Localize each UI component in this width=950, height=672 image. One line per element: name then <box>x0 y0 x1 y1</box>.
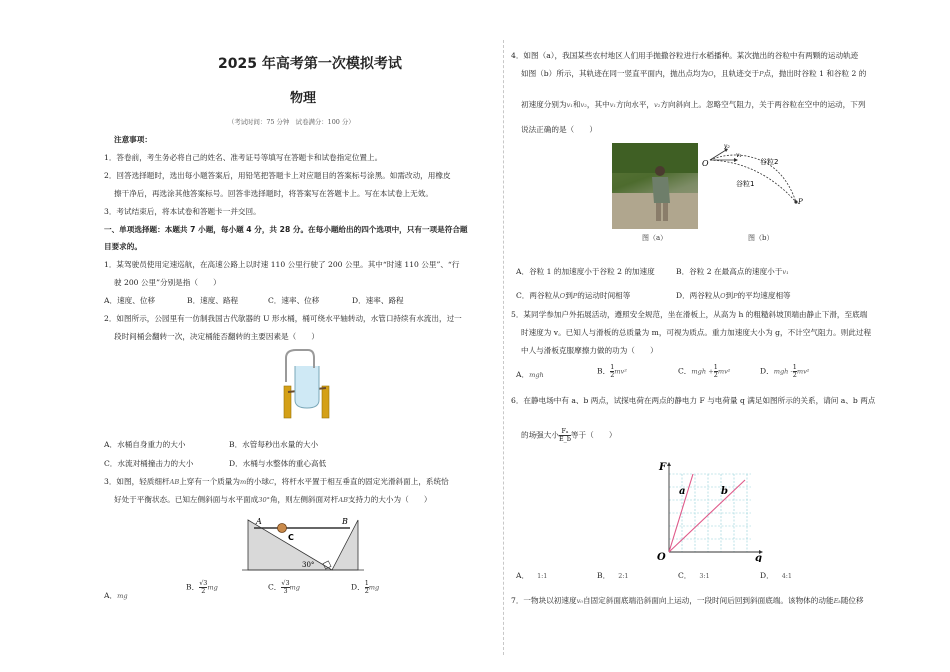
subject-title: 物理 <box>290 91 317 106</box>
q5-line3: 中人与滑板克服摩擦力做的功为（ ） <box>521 346 658 355</box>
q2-line2: 段时间桶会翻转一次，决定桶能否翻转的主要因素是（ ） <box>114 332 320 341</box>
q3-line2: 好处于平衡状态。已知左侧斜面与水平面成30°角，则左侧斜面对杆AB支持力的大小为（ ） <box>114 495 432 504</box>
q1-option-a: A．速度、位移 <box>104 296 156 305</box>
q4-option-b: B．谷粒 2 在最高点的速度小于v₁ <box>676 267 789 276</box>
q4-label-v2: v₂ <box>724 143 730 150</box>
q4-label-v1: v₁ <box>736 152 742 159</box>
q3-label-b: B <box>342 517 348 526</box>
note-1: 1．答卷前，考生务必将自己的姓名、准考证号等填写在答题卡和试卷指定位置上。 <box>104 153 383 162</box>
q6-option-a: A． 1:1 <box>516 571 548 580</box>
note-2: 2．回答选择题时，选出每小题答案后，用铅笔把答题卡上对应题目的答案标号涂黑。如需改动，用橡皮 <box>104 171 451 180</box>
q6-line2: 的场强大小 $\frac{\text{Fₐ}}{E\_b}$ 等于（ ） <box>521 427 617 443</box>
q4-line4: 说法正确的是（ ） <box>521 125 597 134</box>
q3-option-b: B． $\frac{√3}{2}$ mg <box>186 579 218 595</box>
q4-trajectory-figure <box>700 140 815 235</box>
q5-line1: 5．某同学参加户外拓展活动，遵照安全规范，坐在滑板上，从高为 h 的粗糙斜坡顶端由静止下滑，至底端 <box>511 310 868 319</box>
q4-option-c: C．两谷粒从O到P的运动时间相等 <box>516 291 631 300</box>
q5-option-a: A．mgh <box>516 370 544 379</box>
q6-line1: 6．在静电场中有 a、b 两点，试探电荷在两点的静电力 F 与电荷量 q 满足如图所示的关系，请问 a、b 两点 <box>511 396 876 405</box>
q2-line1: 2．如图所示，公园里有一仿制我国古代欹器的 U 形水桶，桶可绕水平轴转动，水管口持续有水流出，过一 <box>104 314 462 323</box>
q4-line3: 初速度分别为v₁和v₂，其中v₁方向水平，v₂方向斜向上。忽略空气阻力，关于两谷粒在空中的运动，下列 <box>521 100 866 109</box>
q4-label-o: O <box>702 159 709 168</box>
q6-fq-graph <box>655 460 765 562</box>
q3-incline-figure <box>240 510 370 574</box>
q2-option-c: C．水流对桶撞击力的大小 <box>104 459 194 468</box>
q2-option-d: D．水桶与水整体的重心高低 <box>229 459 327 468</box>
q2-option-b: B．水管每秒出水量的大小 <box>229 440 319 449</box>
q4-option-a: A．谷粒 1 的加速度小于谷粒 2 的加速度 <box>516 267 655 276</box>
column-divider <box>503 40 504 655</box>
q3-option-d: D． $\frac{1}{2}$ mg <box>351 579 380 595</box>
q6-option-d: D． 4:1 <box>760 571 792 580</box>
q6-axis-f: F <box>659 462 667 473</box>
exam-title: 2025 年高考第一次模拟考试 <box>218 56 402 72</box>
q6-option-b: B． 2:1 <box>597 571 629 580</box>
q4-farmer-photo <box>612 143 698 229</box>
q6-label-a: a <box>679 486 686 497</box>
q4-option-d: D．两谷粒从O到P的平均速度相等 <box>676 291 791 300</box>
q3-line1: 3．如图，轻质细杆AB上穿有一个质量为m的小球C，将杆水平置于相互垂直的固定光滑斜面上，系统恰 <box>104 477 449 486</box>
q1-line2: 驶 200 公里”分别是指（ ） <box>114 278 221 287</box>
note-3: 3．考试结束后，将本试卷和答题卡一并交回。 <box>104 207 261 216</box>
q5-option-d: D．mgh - $\frac{1}{2}$ mv² <box>760 363 810 379</box>
q5-line2: 时速度为 v。已知人与滑板的总质量为 m，可视为质点。重力加速度大小为 g，不计空气阻力。则此过程 <box>521 328 872 337</box>
q4-label-p: P <box>798 198 803 206</box>
q3-label-angle: 30° <box>302 561 315 569</box>
q2-bucket-figure <box>278 348 336 420</box>
section-heading-cont: 目要求的。 <box>104 242 142 251</box>
q1-option-c: C．速率、位移 <box>268 296 320 305</box>
q1-option-d: D．速率、路程 <box>352 296 404 305</box>
q6-label-b: b <box>721 486 728 497</box>
q1-line1: 1．某驾驶员使用定速巡航，在高速公路上以时速 110 公里行驶了 200 公里。其中“时速 110 公里”、“行 <box>104 260 460 269</box>
q4-line2: 如图（b）所示，其轨迹在同一竖直平面内，抛出点均为O，且轨迹交于P点，抛出时谷粒 1 和谷粒 2 的 <box>521 69 867 78</box>
q5-option-b: B． $\frac{1}{2}$ mv² <box>597 363 627 379</box>
section-heading: 一、单项选择题：本题共 7 小题，每小题 4 分，共 28 分。在每小题给出的四个选项中，只有一项是符合题 <box>104 225 468 234</box>
q1-option-b: B．速度、路程 <box>187 296 239 305</box>
exam-info: （考试时间：75 分钟 试卷满分：100 分） <box>228 118 355 126</box>
q6-option-c: C． 3:1 <box>678 571 710 580</box>
note-2-cont: 擦干净后，再选涂其他答案标号。回答非选择题时，将答案写在答题卡上。写在本试卷上无效。 <box>114 189 433 198</box>
q5-option-c: C．mgh + $\frac{1}{2}$ mv² <box>678 363 731 379</box>
q3-option-a: A．mg <box>104 591 128 600</box>
q6-origin: O <box>657 552 666 562</box>
q3-label-a: A <box>256 517 262 526</box>
q7-line1: 7．一物块以初速度v₀自固定斜面底端沿斜面向上运动，一段时间后回到斜面底端。该物体的动能Eₖ随位移 <box>511 596 864 605</box>
q2-option-a: A．水桶自身重力的大小 <box>104 440 186 449</box>
q4-label-grain2: 谷粒2 <box>760 158 779 166</box>
q3-label-c: C <box>288 533 294 542</box>
q4-fig-b-caption: 图（b） <box>748 234 774 242</box>
q4-fig-a-caption: 图（a） <box>642 234 668 242</box>
q6-axis-q: q <box>755 553 762 562</box>
notes-heading: 注意事项： <box>114 135 152 144</box>
q4-label-grain1: 谷粒1 <box>736 180 755 188</box>
q3-option-c: C． $\frac{√3}{3}$ mg <box>268 579 301 595</box>
q4-line1: 4．如图（a），我国某些农村地区人们用手抛撒谷粒进行水稻播种。某次抛出的谷粒中有两颗的运动轨迹 <box>511 51 859 60</box>
